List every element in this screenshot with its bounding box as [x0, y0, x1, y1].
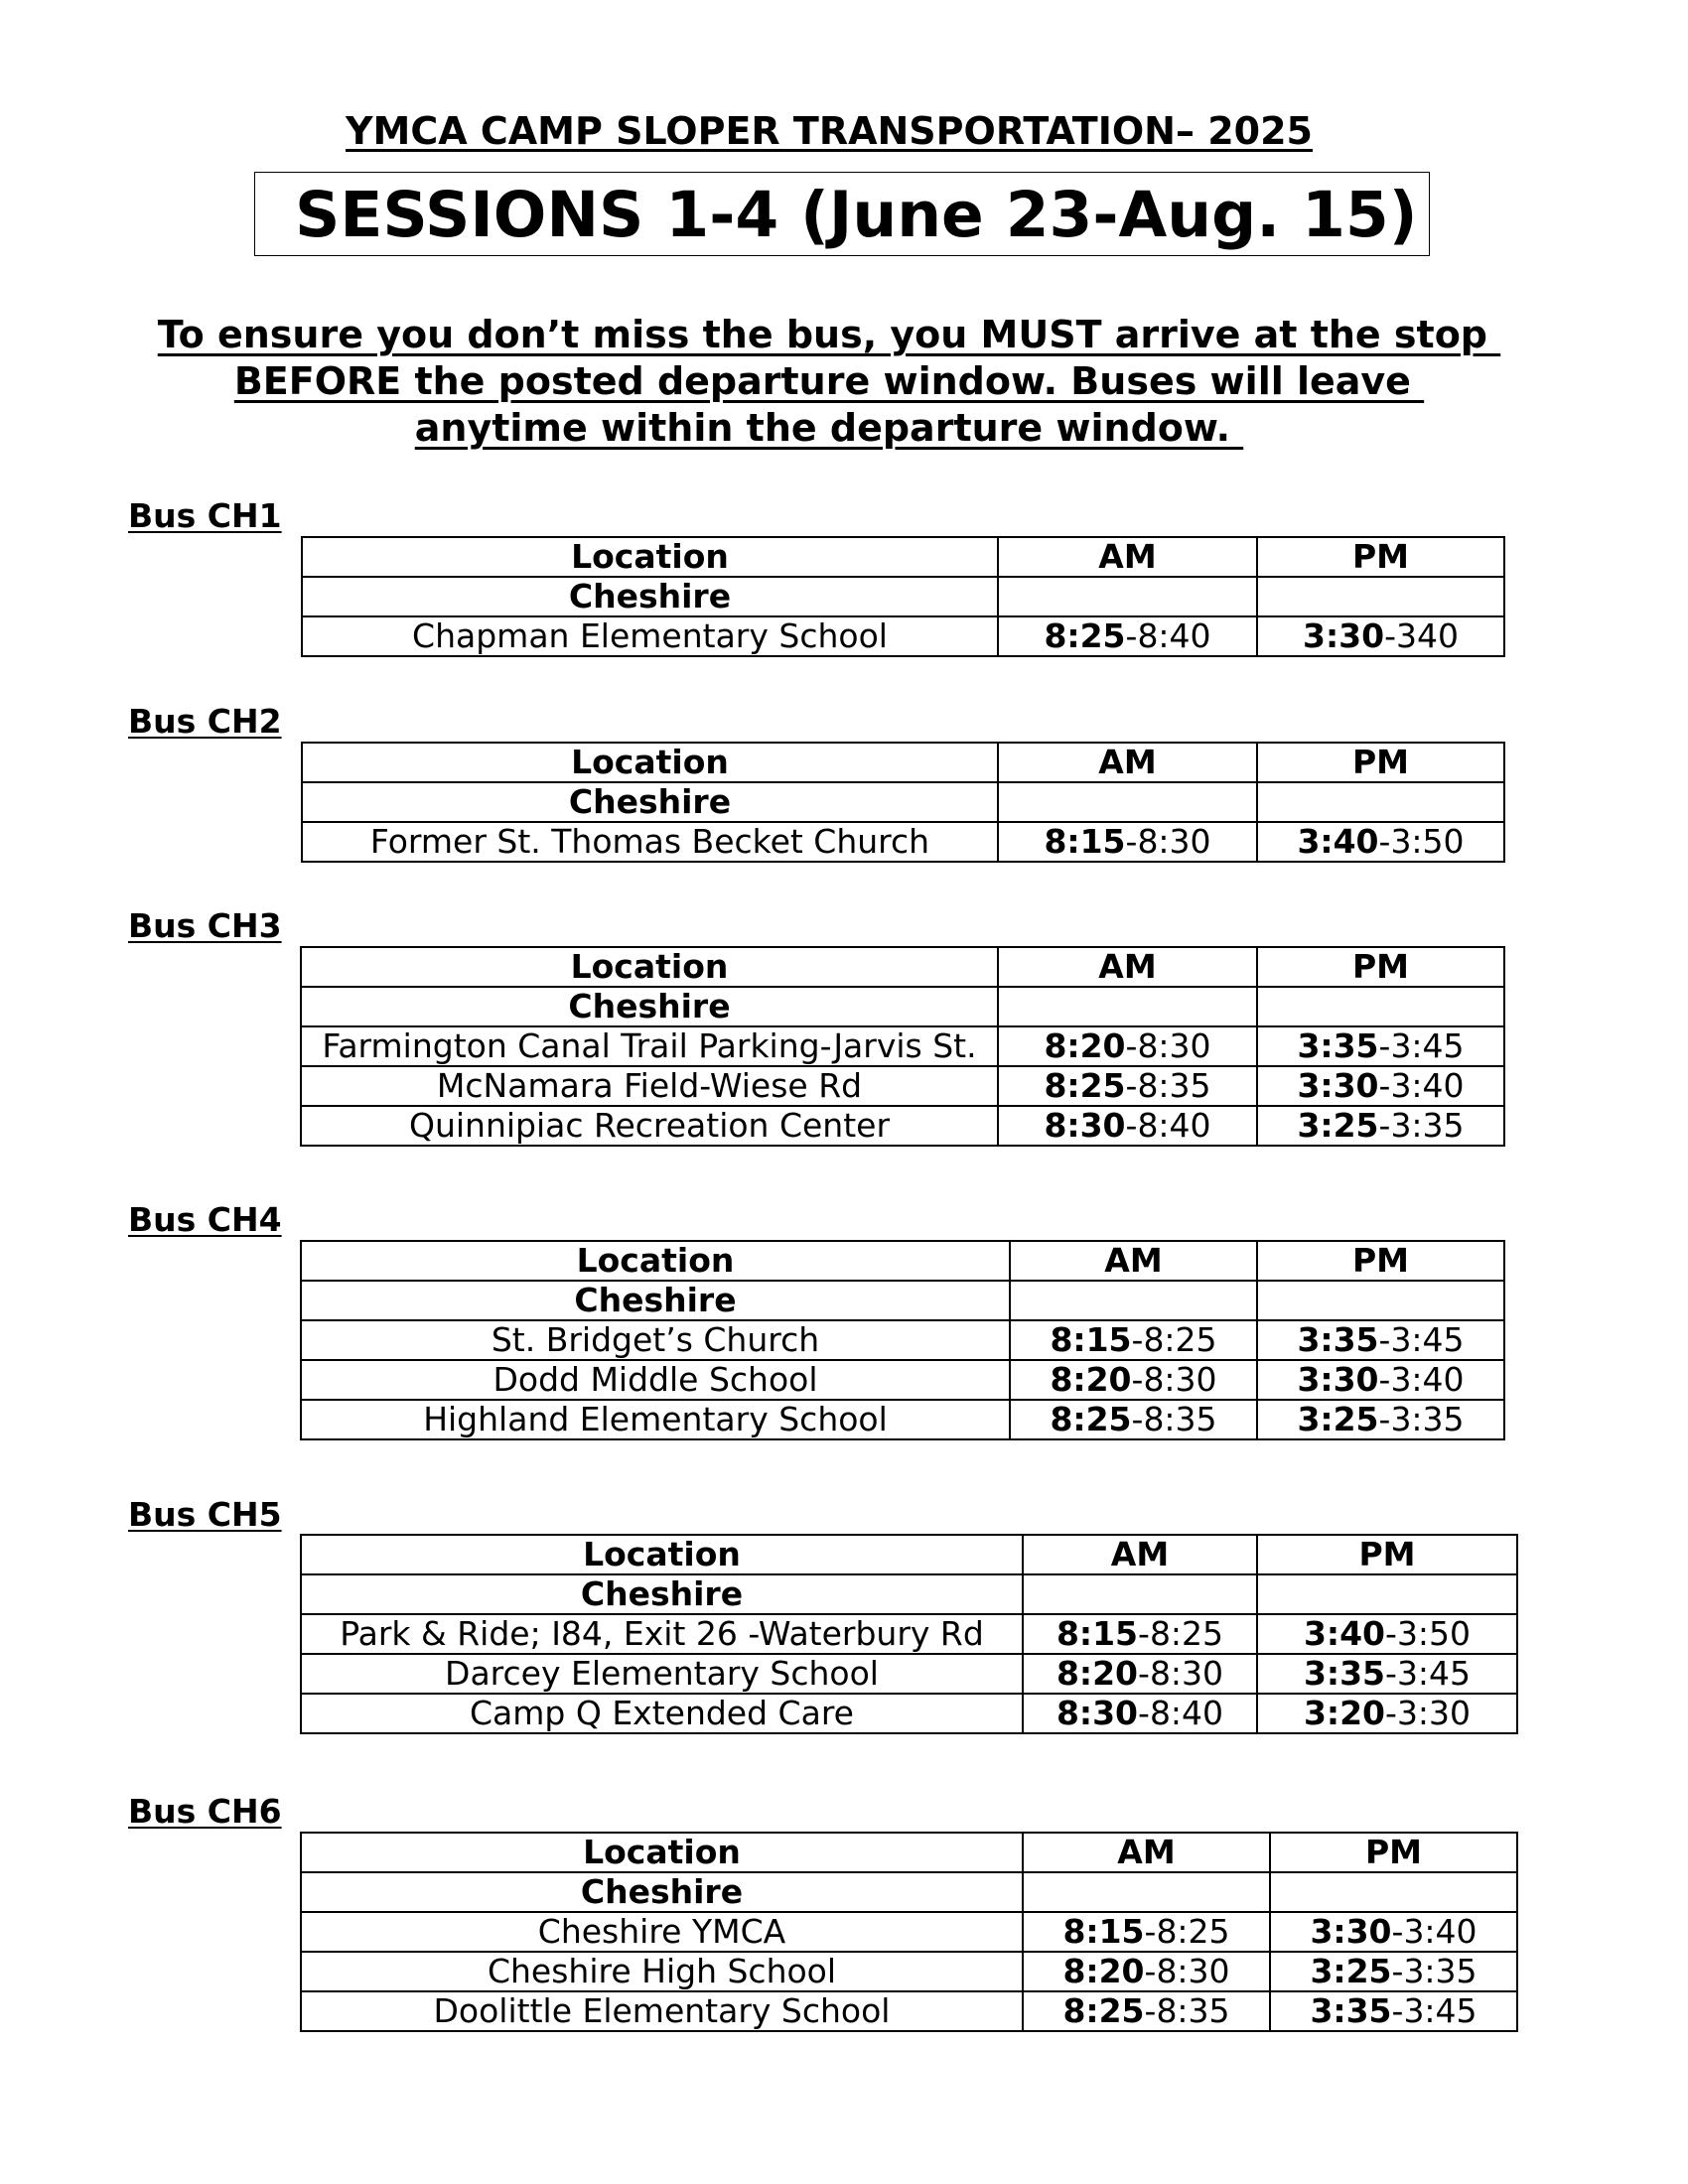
table-header-row	[302, 743, 1504, 782]
am-window	[1010, 1400, 1257, 1439]
empty-cell	[1023, 1574, 1257, 1614]
notice-line: anytime within the departure window.	[414, 406, 1244, 450]
am-end-time: -8:40	[1125, 616, 1211, 655]
stop-location: Cheshire High School	[301, 1952, 1023, 1991]
empty-cell	[1257, 577, 1504, 616]
stop-location: Darcey Elementary School	[301, 1654, 1023, 1694]
am-end-time: -8:35	[1125, 1066, 1211, 1105]
am-header: AM	[998, 947, 1257, 987]
table-row	[301, 1360, 1504, 1400]
pm-header: PM	[1257, 1241, 1504, 1281]
am-window	[998, 616, 1257, 656]
table-row	[301, 1614, 1517, 1654]
am-end-time: -8:30	[1125, 1026, 1211, 1065]
am-start-time: 8:25	[1044, 616, 1126, 655]
empty-cell	[998, 987, 1257, 1026]
pm-window	[1257, 1106, 1504, 1146]
stop-location: Camp Q Extended Care	[301, 1694, 1023, 1733]
am-start-time: 8:15	[1050, 1320, 1132, 1359]
empty-cell	[1257, 1574, 1517, 1614]
town-row	[302, 577, 1504, 616]
sessions-banner: SESSIONS 1-4 (June 23-Aug. 15)	[254, 172, 1430, 256]
pm-end-time: -3:40	[1391, 1912, 1477, 1951]
town-name: Cheshire	[301, 1872, 1023, 1912]
pm-window	[1270, 1952, 1517, 1991]
am-header: AM	[1010, 1241, 1257, 1281]
pm-end-time: -3:50	[1378, 822, 1465, 861]
stop-location: Park & Ride; I84, Exit 26 -Waterbury Rd	[301, 1614, 1023, 1654]
am-window	[1023, 1991, 1270, 2031]
pm-window	[1257, 1614, 1517, 1654]
stop-location: Doolittle Elementary School	[301, 1991, 1023, 2031]
pm-start-time: 3:35	[1310, 1991, 1392, 2030]
town-row	[302, 782, 1504, 822]
am-end-time: -8:25	[1138, 1614, 1224, 1653]
am-start-time: 8:15	[1062, 1912, 1145, 1951]
am-end-time: -8:35	[1131, 1400, 1217, 1438]
am-window	[1023, 1952, 1270, 1991]
pm-start-time: 3:25	[1297, 1106, 1379, 1145]
table-header-row	[301, 947, 1504, 987]
empty-cell	[998, 577, 1257, 616]
empty-cell	[1010, 1281, 1257, 1320]
am-window	[998, 1066, 1257, 1106]
pm-window	[1257, 616, 1504, 656]
pm-window	[1257, 1360, 1504, 1400]
table-row	[301, 1694, 1517, 1733]
am-start-time: 8:25	[1062, 1991, 1145, 2030]
bus-schedule-table	[300, 1240, 1505, 1440]
am-window	[998, 1026, 1257, 1066]
bus-schedule-table	[300, 1534, 1518, 1734]
empty-cell	[1257, 782, 1504, 822]
pm-window	[1257, 1694, 1517, 1733]
am-start-time: 8:20	[1062, 1952, 1145, 1990]
pm-start-time: 3:30	[1297, 1066, 1379, 1105]
pm-end-time: -3:45	[1391, 1991, 1477, 2030]
table-row	[301, 1320, 1504, 1360]
pm-end-time: -3:30	[1385, 1694, 1472, 1732]
pm-header: PM	[1257, 537, 1504, 577]
am-end-time: -8:30	[1138, 1654, 1224, 1693]
pm-end-time: -3:45	[1378, 1026, 1465, 1065]
bus-label: Bus CH1	[128, 496, 282, 535]
pm-end-time: -3:45	[1378, 1320, 1465, 1359]
bus-label: Bus CH5	[128, 1495, 282, 1534]
am-header: AM	[998, 743, 1257, 782]
stop-location: Former St. Thomas Becket Church	[302, 822, 998, 862]
pm-end-time: -340	[1384, 616, 1459, 655]
am-start-time: 8:20	[1044, 1026, 1126, 1065]
pm-end-time: -3:35	[1378, 1106, 1465, 1145]
am-end-time: -8:25	[1144, 1912, 1230, 1951]
table-header-row	[301, 1241, 1504, 1281]
town-name: Cheshire	[301, 1574, 1023, 1614]
pm-window	[1257, 1066, 1504, 1106]
pm-window	[1257, 1320, 1504, 1360]
pm-window	[1257, 1400, 1504, 1439]
bus-label: Bus CH6	[128, 1792, 282, 1831]
town-row	[301, 1574, 1517, 1614]
location-header: Location	[302, 537, 998, 577]
pm-header: PM	[1257, 1535, 1517, 1574]
am-start-time: 8:25	[1050, 1400, 1132, 1438]
table-row	[301, 1066, 1504, 1106]
pm-start-time: 3:35	[1297, 1026, 1379, 1065]
am-window	[1010, 1360, 1257, 1400]
pm-start-time: 3:35	[1297, 1320, 1379, 1359]
stop-location: Quinnipiac Recreation Center	[301, 1106, 998, 1146]
empty-cell	[998, 782, 1257, 822]
am-end-time: -8:40	[1138, 1694, 1224, 1732]
am-window	[1023, 1694, 1257, 1733]
am-start-time: 8:15	[1055, 1614, 1139, 1653]
pm-start-time: 3:40	[1297, 822, 1379, 861]
am-end-time: -8:40	[1125, 1106, 1211, 1145]
location-header: Location	[301, 947, 998, 987]
am-window	[998, 822, 1257, 862]
pm-header: PM	[1270, 1833, 1517, 1872]
arrival-notice	[0, 312, 1658, 452]
am-header: AM	[1023, 1535, 1257, 1574]
town-name: Cheshire	[301, 987, 998, 1026]
pm-start-time: 3:20	[1303, 1694, 1386, 1732]
am-start-time: 8:30	[1044, 1106, 1126, 1145]
bus-label: Bus CH3	[128, 906, 282, 945]
pm-start-time: 3:30	[1310, 1912, 1392, 1951]
pm-window	[1257, 1026, 1504, 1066]
am-window	[1010, 1320, 1257, 1360]
bus-schedule-table	[301, 742, 1505, 863]
table-header-row	[301, 1535, 1517, 1574]
town-name: Cheshire	[302, 577, 998, 616]
table-header-row	[302, 537, 1504, 577]
am-header: AM	[1023, 1833, 1270, 1872]
empty-cell	[1023, 1872, 1270, 1912]
empty-cell	[1257, 987, 1504, 1026]
page-title: YMCA CAMP SLOPER TRANSPORTATION– 2025	[346, 109, 1313, 153]
empty-cell	[1257, 1281, 1504, 1320]
bus-label: Bus CH2	[128, 702, 282, 741]
am-start-time: 8:15	[1044, 822, 1126, 861]
town-name: Cheshire	[302, 782, 998, 822]
pm-end-time: -3:40	[1378, 1066, 1465, 1105]
stop-location: Chapman Elementary School	[302, 616, 998, 656]
am-end-time: -8:25	[1131, 1320, 1217, 1359]
table-row	[301, 1952, 1517, 1991]
pm-start-time: 3:25	[1297, 1400, 1379, 1438]
stop-location: Cheshire YMCA	[301, 1912, 1023, 1952]
am-header: AM	[998, 537, 1257, 577]
location-header: Location	[302, 743, 998, 782]
town-row	[301, 1872, 1517, 1912]
am-end-time: -8:35	[1144, 1991, 1230, 2030]
table-row	[301, 1106, 1504, 1146]
table-row	[302, 616, 1504, 656]
am-start-time: 8:30	[1055, 1694, 1139, 1732]
pm-window	[1257, 822, 1504, 862]
stop-location: Highland Elementary School	[301, 1400, 1010, 1439]
stop-location: St. Bridget’s Church	[301, 1320, 1010, 1360]
am-start-time: 8:25	[1044, 1066, 1126, 1105]
pm-window	[1257, 1654, 1517, 1694]
am-start-time: 8:20	[1055, 1654, 1139, 1693]
bus-schedule-table	[300, 946, 1505, 1147]
pm-end-time: -3:45	[1385, 1654, 1472, 1693]
empty-cell	[1270, 1872, 1517, 1912]
am-window	[1023, 1614, 1257, 1654]
pm-end-time: -3:50	[1385, 1614, 1472, 1653]
pm-start-time: 3:30	[1303, 616, 1385, 655]
table-row	[302, 822, 1504, 862]
am-window	[1023, 1912, 1270, 1952]
table-row	[301, 1400, 1504, 1439]
table-row	[301, 1912, 1517, 1952]
pm-window	[1270, 1912, 1517, 1952]
town-row	[301, 1281, 1504, 1320]
bus-schedule-table	[300, 1832, 1518, 2032]
am-end-time: -8:30	[1125, 822, 1211, 861]
location-header: Location	[301, 1535, 1023, 1574]
stop-location: McNamara Field-Wiese Rd	[301, 1066, 998, 1106]
pm-window	[1270, 1991, 1517, 2031]
pm-end-time: -3:35	[1391, 1952, 1477, 1990]
bus-schedule-table	[301, 536, 1505, 657]
table-row	[301, 1654, 1517, 1694]
town-row	[301, 987, 1504, 1026]
am-end-time: -8:30	[1144, 1952, 1230, 1990]
bus-label: Bus CH4	[128, 1200, 282, 1239]
am-window	[1023, 1654, 1257, 1694]
pm-start-time: 3:30	[1297, 1360, 1379, 1399]
pm-end-time: -3:35	[1378, 1400, 1465, 1438]
table-row	[301, 1026, 1504, 1066]
pm-start-time: 3:35	[1303, 1654, 1386, 1693]
location-header: Location	[301, 1833, 1023, 1872]
pm-start-time: 3:25	[1310, 1952, 1392, 1990]
notice-line: BEFORE the posted departure window. Buses will leave	[233, 359, 1425, 403]
stop-location: Farmington Canal Trail Parking-Jarvis St.	[301, 1026, 998, 1066]
am-start-time: 8:20	[1050, 1360, 1132, 1399]
pm-header: PM	[1257, 743, 1504, 782]
stop-location: Dodd Middle School	[301, 1360, 1010, 1400]
table-header-row	[301, 1833, 1517, 1872]
table-row	[301, 1991, 1517, 2031]
pm-end-time: -3:40	[1378, 1360, 1465, 1399]
pm-header: PM	[1257, 947, 1504, 987]
am-end-time: -8:30	[1131, 1360, 1217, 1399]
am-window	[998, 1106, 1257, 1146]
notice-line: To ensure you don’t miss the bus, you MUST arrive at the stop	[157, 313, 1501, 356]
pm-start-time: 3:40	[1303, 1614, 1386, 1653]
town-name: Cheshire	[301, 1281, 1010, 1320]
location-header: Location	[301, 1241, 1010, 1281]
